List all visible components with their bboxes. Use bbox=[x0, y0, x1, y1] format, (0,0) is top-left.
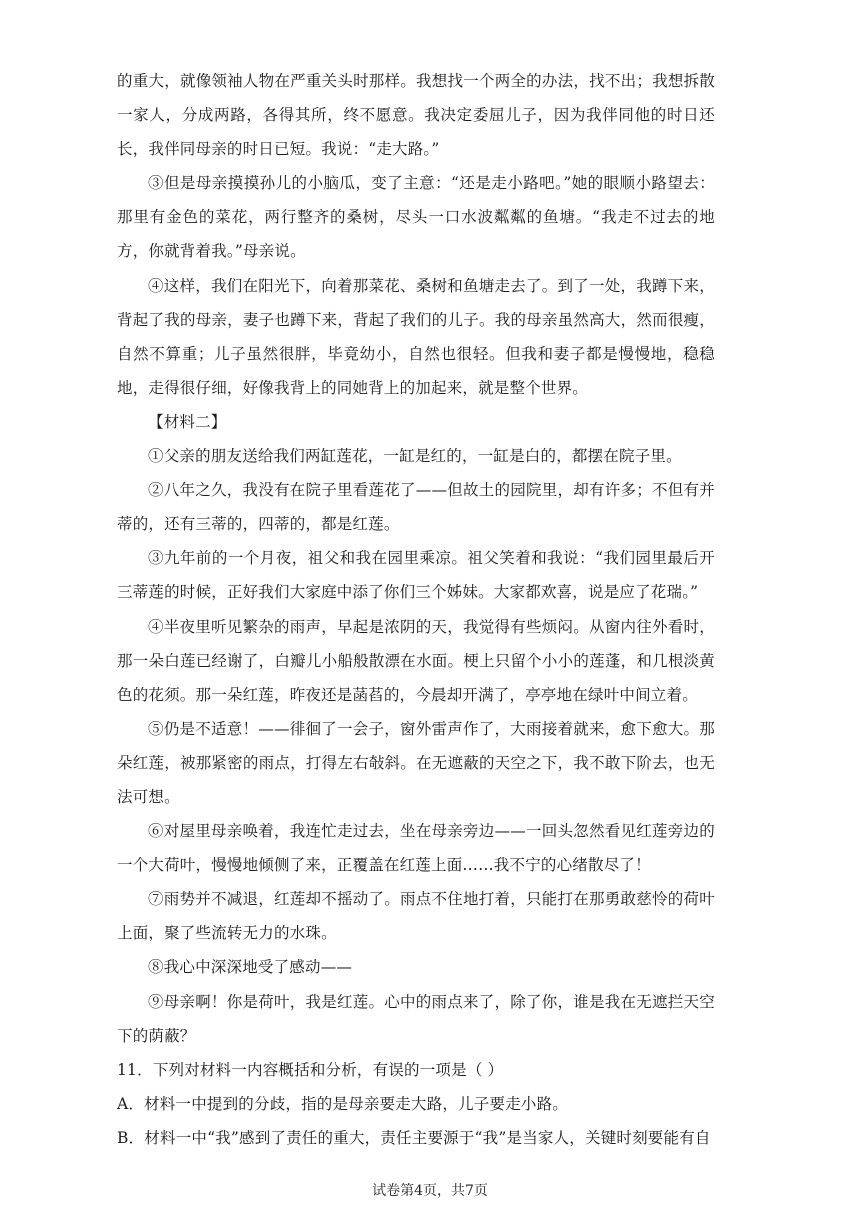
paragraph: ①父亲的朋友送给我们两缸莲花，一缸是红的，一缸是白的，都摆在院子里。 bbox=[148, 447, 682, 466]
paragraph: ④这样，我们在阳光下，向着那菜花、桑树和鱼塘走去了。到了一处，我蹲下来，背起了我的母亲，妻子也蹲下来，背起了我们的儿子。我的母亲虽然高大，然而很瘦，自然不算重；儿子虽然很胖，毕竟幼小，自然也很轻。但我和妻子都是慢慢地，稳稳地，走得很仔细，好像我背上的同她背上的加起来，就是整个世界。 bbox=[117, 276, 715, 397]
paragraph: ⑨母亲啊！你是荷叶，我是红莲。心中的雨点来了，除了你，谁是我在无遮拦天空下的荫蔽？ bbox=[117, 992, 715, 1045]
option-b: B．材料一中“我”感到了责任的重大，责任主要源于“我”是当家人，关键时刻要能有自 bbox=[117, 1128, 711, 1147]
paragraph: ③但是母亲摸摸孙儿的小脑瓜，变了主意：“还是走小路吧。”她的眼顺小路望去：那里有金色的菜花，两行整齐的桑树，尽头一口水波粼粼的鱼塘。“我走不过去的地方，你就背着我。”母亲说。 bbox=[117, 174, 715, 261]
paragraph: ⑥对屋里母亲唤着，我连忙走过去，坐在母亲旁边——一回头忽然看见红莲旁边的一个大荷叶，慢慢地倾侧了来，正覆盖在红莲上面……我不宁的心绪散尽了！ bbox=[117, 822, 715, 875]
paragraph: ②八年之久，我没有在院子里看莲花了——但故土的园院里，却有许多；不但有并蒂的，还有三蒂的，四蒂的，都是红莲。 bbox=[117, 481, 715, 534]
paragraph: 的重大，就像领袖人物在严重关头时那样。我想找一个两全的办法，找不出；我想拆散一家人，分成两路，各得其所，终不愿意。我决定委屈儿子，因为我伴同他的时日还长，我伴同母亲的时日已短。我说：“走大路。” bbox=[117, 72, 715, 159]
paragraph: ⑦雨势并不减退，红莲却不摇动了。雨点不住地打着，只能打在那勇敢慈怜的荷叶上面，聚了些流转无力的水珠。 bbox=[117, 890, 715, 943]
paragraph: ④半夜里听见繁杂的雨声，早起是浓阴的天，我觉得有些烦闷。从窗内往外看时，那一朵白莲已经谢了，白瓣儿小船般散漂在水面。梗上只留个小小的莲蓬，和几根淡黄色的花须。那一朵红莲，昨夜还是菡萏的，今晨却开满了，亭亭地在绿叶中间立着。 bbox=[117, 617, 715, 704]
paragraph: ⑤仍是不适意！——徘徊了一会子，窗外雷声作了，大雨接着就来，愈下愈大。那朵红莲，被那紧密的雨点，打得左右敧斜。在无遮蔽的天空之下，我不敢下阶去，也无法可想。 bbox=[117, 719, 715, 806]
paragraph: ③九年前的一个月夜，祖父和我在园里乘凉。祖父笑着和我说：“我们园里最后开三蒂莲的时候，正好我们大家庭中添了你们三个姊妹。大家都欢喜，说是应了花瑞。” bbox=[117, 549, 715, 602]
paragraph: ⑧我心中深深地受了感动—— bbox=[148, 958, 353, 977]
page-footer: 试卷第4页，共7页 bbox=[372, 1183, 488, 1199]
material2-heading: 【材料二】 bbox=[148, 412, 227, 431]
question-stem: 11．下列对材料一内容概括和分析，有误的一项是（ ） bbox=[117, 1060, 504, 1079]
document-body bbox=[117, 64, 715, 1155]
option-a: A．材料一中提到的分歧，指的是母亲要走大路，儿子要走小路。 bbox=[117, 1094, 568, 1113]
